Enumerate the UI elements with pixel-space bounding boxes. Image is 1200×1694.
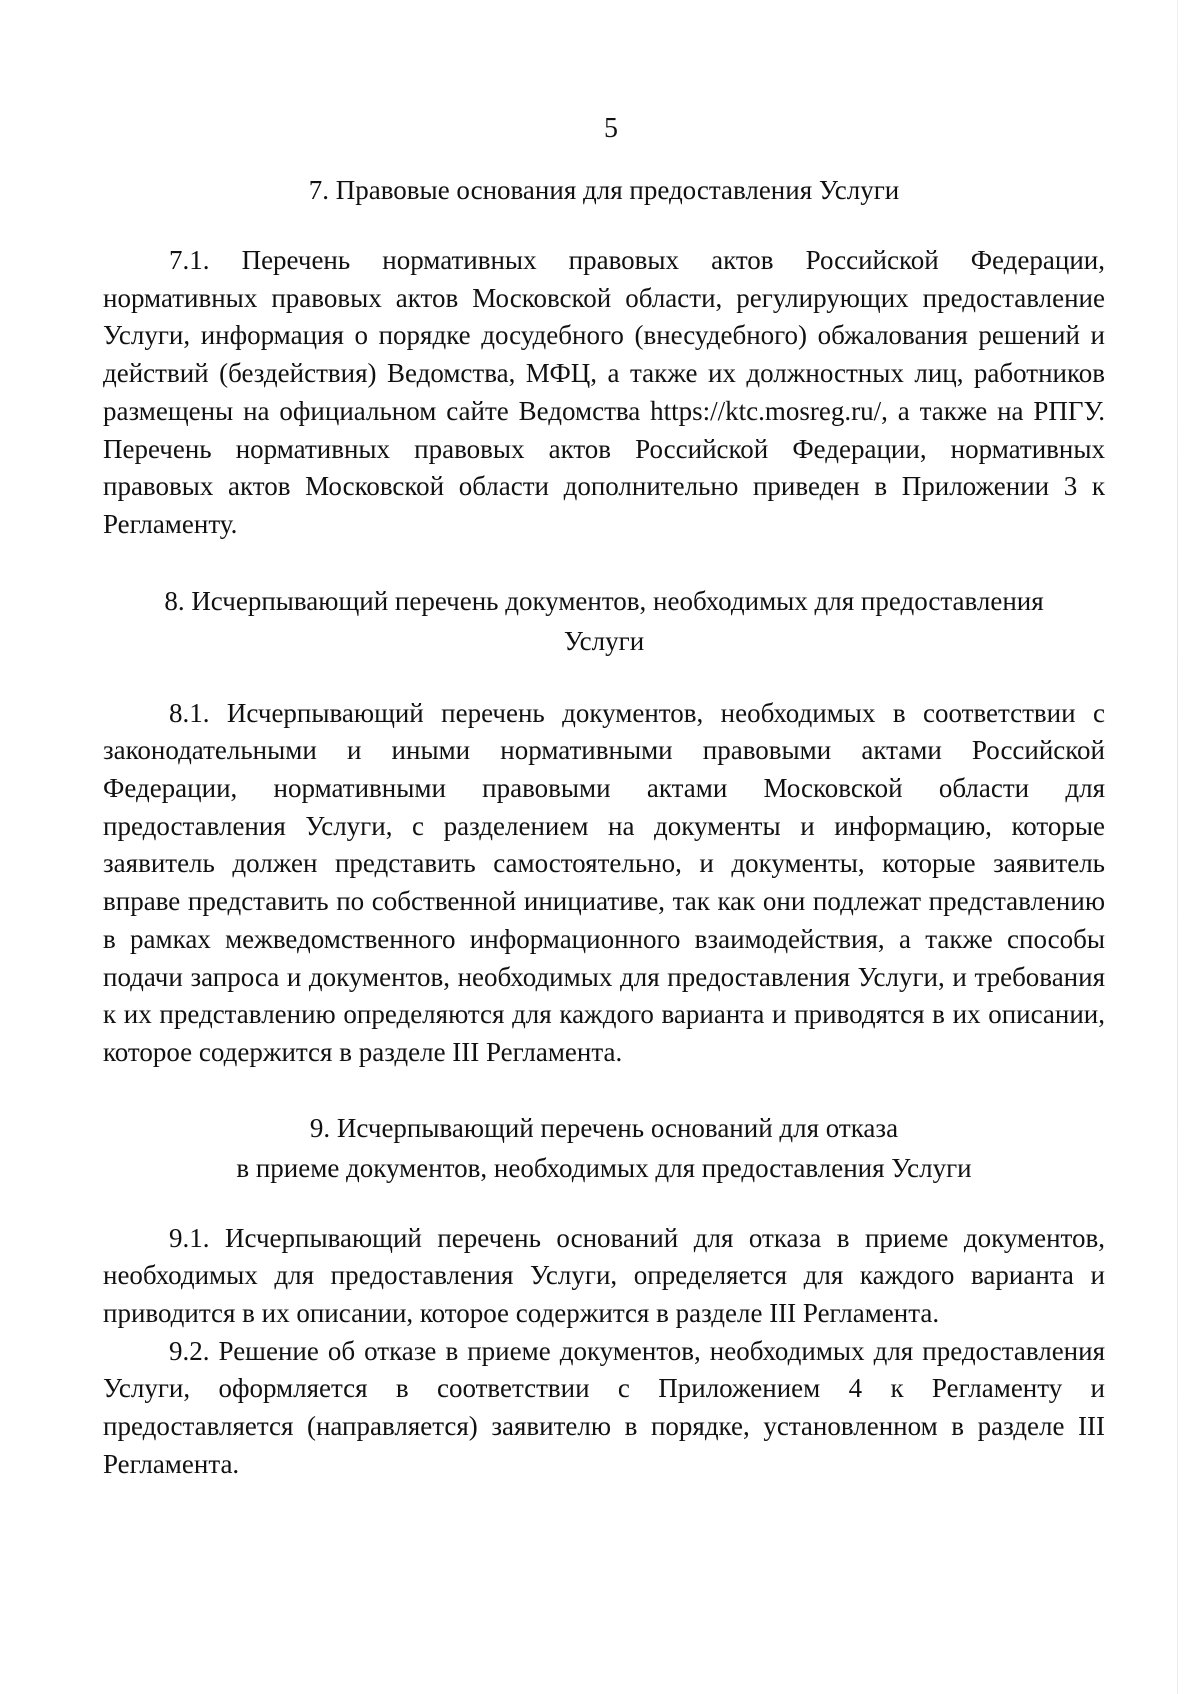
section-9-heading xyxy=(103,1108,1105,1188)
paragraph-7-1: 7.1. Перечень нормативных правовых актов Российской Федерации, нормативных правовых актов Московской области, регулирующих предоставление Услуги, информация о порядке досудебного (внесудебного) обжалования решений и действий (бездействия) Ведомства, МФЦ, а также их должностных лиц, работников размещены на официальном сайте Ведомства https://ktc.mosreg.ru/, а также на РПГУ. Перечень нормативных правовых актов Российской Федерации, нормативных правовых актов Московской области дополнительно приведен в Приложении 3 к Регламенту. xyxy=(103,245,1105,539)
paragraph-8-1: 8.1. Исчерпывающий перечень документов, необходимых в соответствии с законодательными и иными нормативными правовыми актами Российской Федерации, нормативными правовыми актами Московской области для предоставления Услуги, с разделением на документы и информацию, которые заявитель должен представить самостоятельно, и документы, которые заявитель вправе представить по собственной инициативе, так как они подлежат представлению в рамках межведомственного информационного взаимодействия, а также способы подачи запроса и документов, необходимых для предоставления Услуги, и требования к их представлению определяются для каждого варианта и приводятся в их описании, которое содержится в разделе III Регламента. xyxy=(103,697,1105,1067)
section-8-heading xyxy=(103,581,1105,661)
section-9-heading-line-2: в приеме документов, необходимых для предоставления Услуги xyxy=(236,1152,972,1183)
paragraph-9-2: 9.2. Решение об отказе в приеме документов, необходимых для предоставления Услуги, оформляется в соответствии с Приложением 4 к Регламенту и предоставляется (направляется) заявителю в порядке, установленном в разделе III Регламента. xyxy=(103,1335,1105,1479)
page-number: 5 xyxy=(604,113,618,144)
section-8-heading-line-2: Услуги xyxy=(563,625,645,656)
paragraph-9-1: 9.1. Исчерпывающий перечень оснований для отказа в приеме документов, необходимых для предоставления Услуги, определяется для каждого варианта и приводится в их описании, которое содержится в разделе III Регламента. xyxy=(103,1222,1105,1329)
scan-edge-line xyxy=(1177,0,1178,1694)
section-9-heading-line-1: 9. Исчерпывающий перечень оснований для отказа xyxy=(309,1112,899,1143)
section-8-heading-line-1: 8. Исчерпывающий перечень документов, необходимых для предоставления xyxy=(164,585,1044,616)
document-body xyxy=(103,170,1105,1484)
section-7-heading: 7. Правовые основания для предоставления Услуги xyxy=(308,175,900,205)
